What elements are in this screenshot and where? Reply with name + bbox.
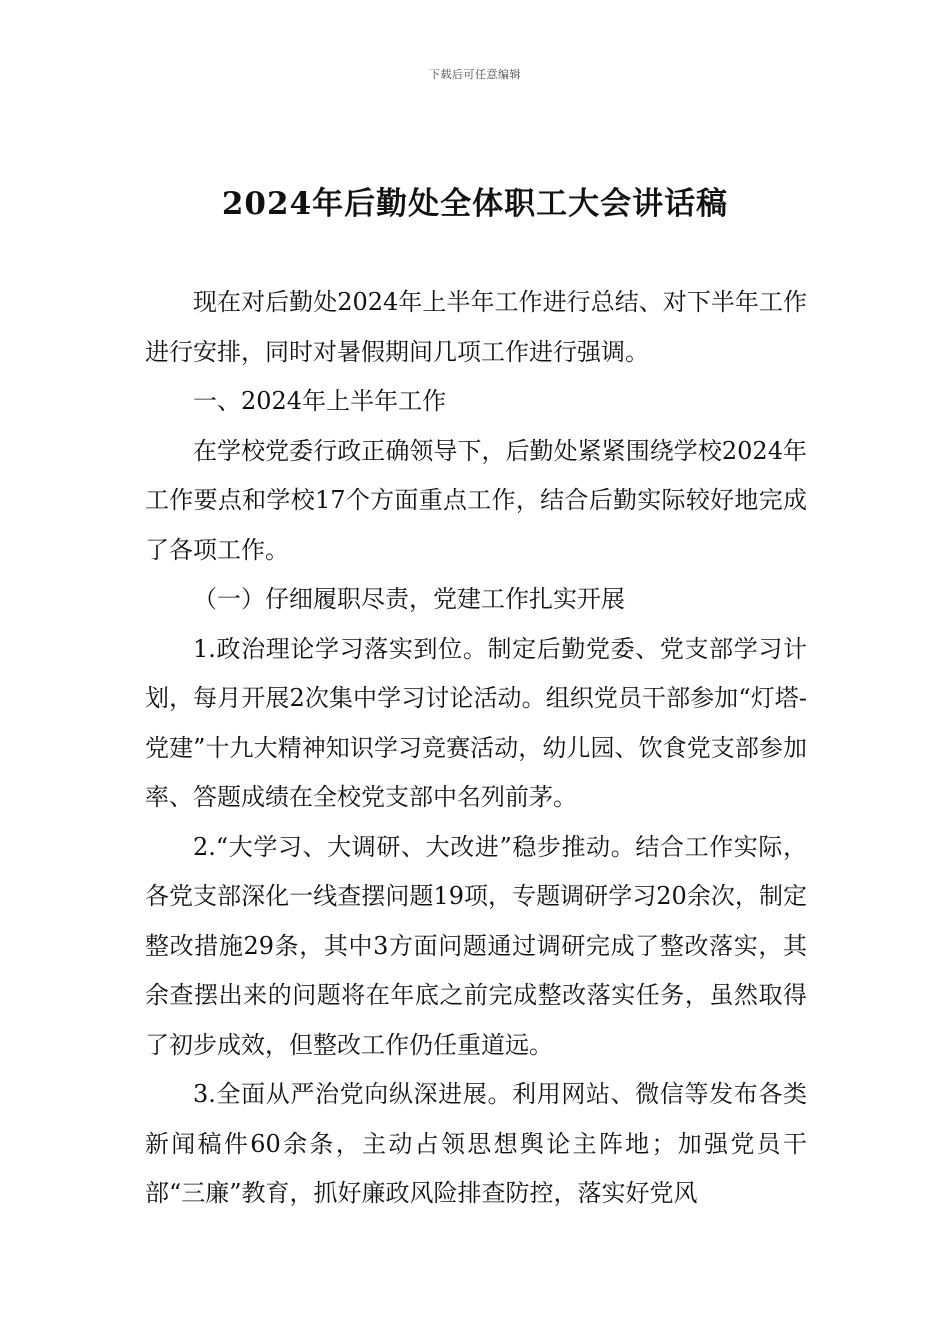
paragraph-summary: 在学校党委行政正确领导下，后勤处紧紧围绕学校2024年工作要点和学校17个方面重点工作，结合后勤实际较好地完成了各项工作。	[145, 436, 807, 564]
subsection-heading-1: （一）仔细履职尽责，党建工作扎实开展	[193, 585, 625, 613]
header-note: 下载后可任意编辑	[429, 68, 521, 81]
document-title: 2024年后勤处全体职工大会讲话稿	[221, 186, 729, 222]
paragraph-item-3: 3.全面从严治党向纵深进展。利用网站、微信等发布各类新闻稿件60余条，主动占领思想舆论主阵地；加强党员干部“三廉”教育，抓好廉政风险排查防控，落实好党风	[145, 1080, 807, 1207]
paragraph-item-2: 2.“大学习、大调研、大改进”稳步推动。结合工作实际，各党支部深化一线查摆问题19项，专题调研学习20余次，制定整改措施29条，其中3方面问题通过调研完成了整改落实，其余查摆出来的问题将在年底之前完成整改落实任务，虽然取得了初步成效，但整改工作仍任重道远。	[145, 832, 807, 1059]
section-heading-1: 一、2024年上半年工作	[193, 387, 447, 415]
document-body	[145, 278, 807, 1219]
paragraph-item-1: 1.政治理论学习落实到位。制定后勤党委、党支部学习计划，每月开展2次集中学习讨论活动。组织党员干部参加“灯塔-党建”十九大精神知识学习竞赛活动，幼儿园、饮食党支部参加率、答题成绩在全校党支部中名列前茅。	[145, 634, 807, 811]
paragraph-intro: 现在对后勤处2024年上半年工作进行总结、对下半年工作进行安排，同时对暑假期间几项工作进行强调。	[145, 288, 807, 366]
